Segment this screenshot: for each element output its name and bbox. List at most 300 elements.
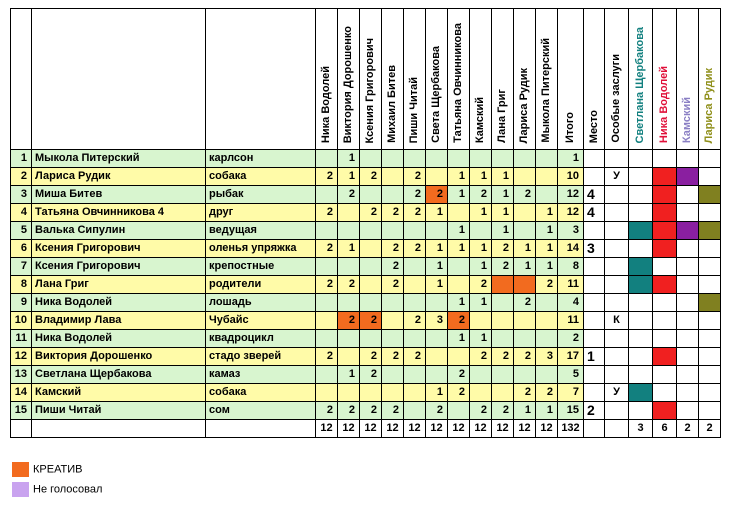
- vote-cell: 1: [514, 402, 536, 420]
- vote-cell: 2: [338, 312, 360, 330]
- totals-blank: [584, 420, 605, 438]
- row-place: [584, 276, 605, 294]
- vote-cell: [382, 222, 404, 240]
- vote-cell: 2: [404, 168, 426, 186]
- header-judge-2-label: Ника Водолей: [658, 65, 670, 143]
- vote-cell: 2: [492, 258, 514, 276]
- judge-mark: [653, 330, 677, 348]
- header-voter-7: [448, 9, 470, 150]
- row-place: [584, 384, 605, 402]
- vote-cell: 2: [338, 276, 360, 294]
- vote-cell: [514, 366, 536, 384]
- row-merit: [605, 402, 629, 420]
- judge-mark: [699, 294, 721, 312]
- vote-cell: [470, 312, 492, 330]
- vote-cell: [448, 348, 470, 366]
- vote-cell: 2: [404, 186, 426, 204]
- row-place: [584, 330, 605, 348]
- vote-cell: [316, 222, 338, 240]
- header-merit: [605, 9, 629, 150]
- vote-cell: 2: [536, 384, 558, 402]
- vote-cell: 2: [360, 204, 382, 222]
- vote-cell: [536, 330, 558, 348]
- vote-cell: 2: [382, 258, 404, 276]
- vote-cell: [404, 384, 426, 402]
- vote-cell: 2: [426, 402, 448, 420]
- header-total-label: Итого: [564, 111, 576, 143]
- judge-mark: [653, 204, 677, 222]
- judge-mark: [629, 222, 653, 240]
- vote-cell: 2: [338, 402, 360, 420]
- vote-cell: 1: [470, 240, 492, 258]
- judge-mark: [677, 366, 699, 384]
- table-row: [11, 186, 721, 204]
- row-merit: [605, 366, 629, 384]
- row-place: 3: [584, 240, 605, 258]
- header-voter-4: [382, 9, 404, 150]
- vote-cell: 2: [316, 168, 338, 186]
- judge-mark: [677, 150, 699, 168]
- vote-cell: [360, 222, 382, 240]
- row-entry: карлсон: [206, 150, 316, 168]
- vote-cell: [382, 330, 404, 348]
- totals-vote: 12: [360, 420, 382, 438]
- table-row: [11, 402, 721, 420]
- vote-cell: 1: [536, 240, 558, 258]
- vote-cell: 2: [514, 186, 536, 204]
- vote-cell: 2: [404, 348, 426, 366]
- vote-cell: 2: [470, 186, 492, 204]
- judge-mark: [699, 168, 721, 186]
- table-row: [11, 276, 721, 294]
- legend-not-voted-label: Не голосовал: [33, 483, 103, 496]
- vote-cell: [338, 258, 360, 276]
- judge-mark: [677, 168, 699, 186]
- row-entry: оленья упряжка: [206, 240, 316, 258]
- header-voter-1: [316, 9, 338, 150]
- row-total: 7: [558, 384, 584, 402]
- vote-cell: 1: [492, 168, 514, 186]
- judge-mark: [699, 348, 721, 366]
- judge-mark: [699, 366, 721, 384]
- header-place-label: Место: [587, 109, 600, 143]
- totals-row: [11, 420, 721, 438]
- row-merit: [605, 240, 629, 258]
- row-total: 12: [558, 186, 584, 204]
- judge-mark: [629, 150, 653, 168]
- vote-cell: 2: [360, 402, 382, 420]
- row-place: 4: [584, 204, 605, 222]
- vote-cell: 1: [470, 168, 492, 186]
- row-merit: [605, 348, 629, 366]
- vote-cell: 2: [360, 348, 382, 366]
- header-number: [11, 9, 32, 150]
- row-number: 4: [11, 204, 32, 222]
- row-entry: сом: [206, 402, 316, 420]
- row-entry: рыбак: [206, 186, 316, 204]
- vote-cell: 1: [448, 294, 470, 312]
- row-place: 2: [584, 402, 605, 420]
- totals-vote: 12: [536, 420, 558, 438]
- table-row: [11, 312, 721, 330]
- vote-cell: 2: [514, 348, 536, 366]
- legend-creative: [12, 462, 83, 477]
- vote-cell: [316, 294, 338, 312]
- row-number: 15: [11, 402, 32, 420]
- header-voter-9-label: Лана Григ: [496, 89, 508, 143]
- vote-cell: [492, 276, 514, 294]
- table-row: [11, 330, 721, 348]
- judge-mark: [677, 186, 699, 204]
- row-author: Лана Григ: [32, 276, 206, 294]
- row-number: 12: [11, 348, 32, 366]
- vote-cell: [470, 150, 492, 168]
- vote-cell: [448, 150, 470, 168]
- header-voter-5: [404, 9, 426, 150]
- row-merit: [605, 186, 629, 204]
- vote-cell: [426, 330, 448, 348]
- legend-not-voted: [12, 482, 102, 497]
- vote-cell: 1: [448, 222, 470, 240]
- vote-cell: [360, 258, 382, 276]
- row-number: 5: [11, 222, 32, 240]
- vote-cell: 1: [338, 240, 360, 258]
- vote-cell: [448, 258, 470, 276]
- row-total: 17: [558, 348, 584, 366]
- judge-mark: [699, 258, 721, 276]
- judge-mark: [653, 348, 677, 366]
- row-author: Виктория Дорошенко: [32, 348, 206, 366]
- judge-mark: [629, 402, 653, 420]
- vote-cell: 1: [492, 186, 514, 204]
- vote-cell: 2: [316, 402, 338, 420]
- vote-cell: 2: [338, 186, 360, 204]
- header-voter-6-label: Света Щербакова: [430, 46, 442, 143]
- vote-cell: [514, 168, 536, 186]
- vote-cell: [470, 384, 492, 402]
- row-merit: [605, 330, 629, 348]
- vote-cell: [470, 222, 492, 240]
- vote-cell: [316, 330, 338, 348]
- totals-blank: [206, 420, 316, 438]
- judge-mark: [653, 258, 677, 276]
- vote-cell: [316, 312, 338, 330]
- row-total: 3: [558, 222, 584, 240]
- totals-vote: 12: [514, 420, 536, 438]
- row-merit: [605, 150, 629, 168]
- judge-mark: [629, 258, 653, 276]
- table-row: [11, 384, 721, 402]
- totals-vote: 12: [382, 420, 404, 438]
- header-voter-3-label: Ксения Григорович: [364, 37, 376, 143]
- header-judge-3: [677, 9, 699, 150]
- vote-cell: [382, 168, 404, 186]
- row-entry: крепостные: [206, 258, 316, 276]
- header-voter-11-label: Мыкола Питерский: [540, 38, 552, 143]
- row-entry: собака: [206, 384, 316, 402]
- row-total: 10: [558, 168, 584, 186]
- judge-mark: [677, 384, 699, 402]
- vote-cell: 2: [382, 276, 404, 294]
- header-voter-9: [492, 9, 514, 150]
- vote-cell: [470, 366, 492, 384]
- vote-cell: [514, 222, 536, 240]
- vote-cell: 1: [492, 222, 514, 240]
- header-voter-5-label: Пиши Читай: [408, 76, 420, 143]
- vote-cell: [426, 348, 448, 366]
- row-total: 11: [558, 312, 584, 330]
- row-total: 2: [558, 330, 584, 348]
- judge-mark: [629, 384, 653, 402]
- totals-vote: 12: [492, 420, 514, 438]
- vote-cell: 1: [426, 240, 448, 258]
- legend-creative-label: КРЕАТИВ: [33, 463, 83, 476]
- totals-blank: [32, 420, 206, 438]
- judge-mark: [653, 240, 677, 258]
- vote-cell: 2: [470, 276, 492, 294]
- row-total: 1: [558, 150, 584, 168]
- row-entry: камаз: [206, 366, 316, 384]
- vote-cell: 2: [404, 312, 426, 330]
- vote-cell: [316, 366, 338, 384]
- judge-mark: [629, 312, 653, 330]
- judge-mark: [677, 240, 699, 258]
- vote-cell: 1: [470, 330, 492, 348]
- vote-cell: 1: [470, 294, 492, 312]
- vote-cell: [338, 384, 360, 402]
- vote-cell: [426, 222, 448, 240]
- header-voter-4-label: Михаил Битев: [386, 65, 398, 143]
- vote-cell: [536, 366, 558, 384]
- vote-cell: [514, 312, 536, 330]
- row-merit: [605, 294, 629, 312]
- vote-cell: 2: [316, 204, 338, 222]
- vote-cell: 1: [448, 240, 470, 258]
- judge-mark: [653, 312, 677, 330]
- header-judge-4-label: Лариса Рудик: [703, 67, 715, 143]
- row-merit: У: [605, 384, 629, 402]
- vote-cell: [338, 348, 360, 366]
- judge-mark: [653, 384, 677, 402]
- header-place: [584, 9, 605, 150]
- vote-cell: 2: [514, 384, 536, 402]
- row-total: 15: [558, 402, 584, 420]
- totals-judge: 2: [699, 420, 721, 438]
- vote-cell: [360, 294, 382, 312]
- header-voter-11: [536, 9, 558, 150]
- row-entry: ведущая: [206, 222, 316, 240]
- totals-grand: 132: [558, 420, 584, 438]
- totals-vote: 12: [470, 420, 492, 438]
- vote-cell: 2: [316, 276, 338, 294]
- judge-mark: [677, 204, 699, 222]
- vote-cell: 2: [536, 276, 558, 294]
- vote-cell: [338, 330, 360, 348]
- row-place: [584, 168, 605, 186]
- vote-cell: [338, 294, 360, 312]
- vote-cell: 1: [338, 150, 360, 168]
- vote-cell: [404, 366, 426, 384]
- legend-creative-swatch: [12, 462, 29, 477]
- header-judge-1: [629, 9, 653, 150]
- vote-cell: [360, 276, 382, 294]
- vote-cell: 2: [404, 204, 426, 222]
- row-place: [584, 294, 605, 312]
- table-row: [11, 168, 721, 186]
- vote-cell: 3: [426, 312, 448, 330]
- row-number: 2: [11, 168, 32, 186]
- judge-mark: [629, 276, 653, 294]
- row-number: 8: [11, 276, 32, 294]
- judge-mark: [699, 402, 721, 420]
- vote-cell: 1: [536, 258, 558, 276]
- judge-mark: [677, 258, 699, 276]
- header-judge-3-label: Камский: [681, 96, 693, 143]
- vote-cell: [426, 366, 448, 384]
- row-merit: [605, 222, 629, 240]
- vote-cell: [536, 186, 558, 204]
- judge-mark: [653, 366, 677, 384]
- judge-mark: [653, 186, 677, 204]
- vote-cell: 2: [448, 384, 470, 402]
- row-author: Камский: [32, 384, 206, 402]
- row-author: Лариса Рудик: [32, 168, 206, 186]
- vote-cell: [448, 276, 470, 294]
- vote-cell: 2: [492, 240, 514, 258]
- vote-cell: 1: [338, 168, 360, 186]
- row-total: 14: [558, 240, 584, 258]
- row-place: 1: [584, 348, 605, 366]
- vote-cell: [360, 384, 382, 402]
- totals-vote: 12: [404, 420, 426, 438]
- judge-mark: [699, 204, 721, 222]
- vote-cell: [492, 366, 514, 384]
- row-entry: друг: [206, 204, 316, 222]
- vote-cell: 2: [470, 402, 492, 420]
- judge-mark: [699, 222, 721, 240]
- header-voter-6: [426, 9, 448, 150]
- vote-cell: [426, 168, 448, 186]
- judge-mark: [629, 348, 653, 366]
- totals-judge: 6: [653, 420, 677, 438]
- row-entry: квадроцикл: [206, 330, 316, 348]
- vote-cell: 2: [404, 240, 426, 258]
- judge-mark: [653, 150, 677, 168]
- judge-mark: [699, 312, 721, 330]
- judge-mark: [629, 294, 653, 312]
- vote-cell: 2: [316, 348, 338, 366]
- totals-blank: [11, 420, 32, 438]
- totals-vote: 12: [338, 420, 360, 438]
- row-place: [584, 312, 605, 330]
- vote-cell: 1: [536, 222, 558, 240]
- vote-cell: [316, 384, 338, 402]
- row-entry: лошадь: [206, 294, 316, 312]
- judge-mark: [653, 294, 677, 312]
- vote-cell: [514, 204, 536, 222]
- header-total: [558, 9, 584, 150]
- vote-cell: 2: [492, 348, 514, 366]
- vote-cell: [426, 150, 448, 168]
- vote-cell: [316, 258, 338, 276]
- vote-cell: [382, 294, 404, 312]
- vote-cell: [514, 330, 536, 348]
- totals-judge: 2: [677, 420, 699, 438]
- vote-cell: 1: [536, 402, 558, 420]
- row-number: 10: [11, 312, 32, 330]
- row-author: Ника Водолей: [32, 294, 206, 312]
- vote-cell: [316, 186, 338, 204]
- row-total: 8: [558, 258, 584, 276]
- row-place: 4: [584, 186, 605, 204]
- vote-cell: 3: [536, 348, 558, 366]
- vote-cell: 2: [426, 186, 448, 204]
- judge-mark: [677, 330, 699, 348]
- header-voter-8-label: Камский: [474, 96, 486, 143]
- totals-vote: 12: [316, 420, 338, 438]
- table-row: [11, 366, 721, 384]
- vote-cell: 1: [426, 384, 448, 402]
- row-merit: [605, 258, 629, 276]
- header-voter-3: [360, 9, 382, 150]
- vote-cell: 2: [360, 312, 382, 330]
- row-number: 6: [11, 240, 32, 258]
- vote-cell: [448, 204, 470, 222]
- judge-mark: [653, 168, 677, 186]
- header-voter-1-label: Ника Водолей: [320, 65, 332, 143]
- vote-cell: 1: [426, 258, 448, 276]
- judge-mark: [677, 276, 699, 294]
- judge-mark: [699, 240, 721, 258]
- header-merit-label: Особые заслуги: [610, 54, 622, 143]
- header-judge-1-label: Светлана Щербакова: [634, 26, 646, 143]
- row-author: Миша Битев: [32, 186, 206, 204]
- vote-cell: [536, 294, 558, 312]
- vote-cell: 2: [470, 348, 492, 366]
- vote-cell: [404, 258, 426, 276]
- vote-cell: [514, 150, 536, 168]
- vote-cell: 1: [514, 240, 536, 258]
- judge-mark: [699, 384, 721, 402]
- judge-mark: [629, 330, 653, 348]
- header-author: [32, 9, 206, 150]
- legend-not-voted-swatch: [12, 482, 29, 497]
- vote-cell: 2: [448, 366, 470, 384]
- header-voter-8: [470, 9, 492, 150]
- judge-mark: [653, 402, 677, 420]
- vote-cell: [382, 150, 404, 168]
- vote-cell: 1: [448, 330, 470, 348]
- totals-blank: [605, 420, 629, 438]
- row-place: [584, 222, 605, 240]
- vote-cell: [404, 402, 426, 420]
- vote-cell: [536, 168, 558, 186]
- header-entry: [206, 9, 316, 150]
- judge-mark: [629, 240, 653, 258]
- vote-cell: 2: [492, 402, 514, 420]
- vote-cell: [360, 330, 382, 348]
- header-voter-10-label: Лариса Рудик: [518, 67, 530, 143]
- vote-cell: 2: [448, 312, 470, 330]
- vote-cell: 1: [448, 168, 470, 186]
- row-number: 11: [11, 330, 32, 348]
- vote-cell: 2: [316, 240, 338, 258]
- row-merit: [605, 204, 629, 222]
- judge-mark: [699, 276, 721, 294]
- vote-cell: [492, 330, 514, 348]
- row-entry: родители: [206, 276, 316, 294]
- row-total: 5: [558, 366, 584, 384]
